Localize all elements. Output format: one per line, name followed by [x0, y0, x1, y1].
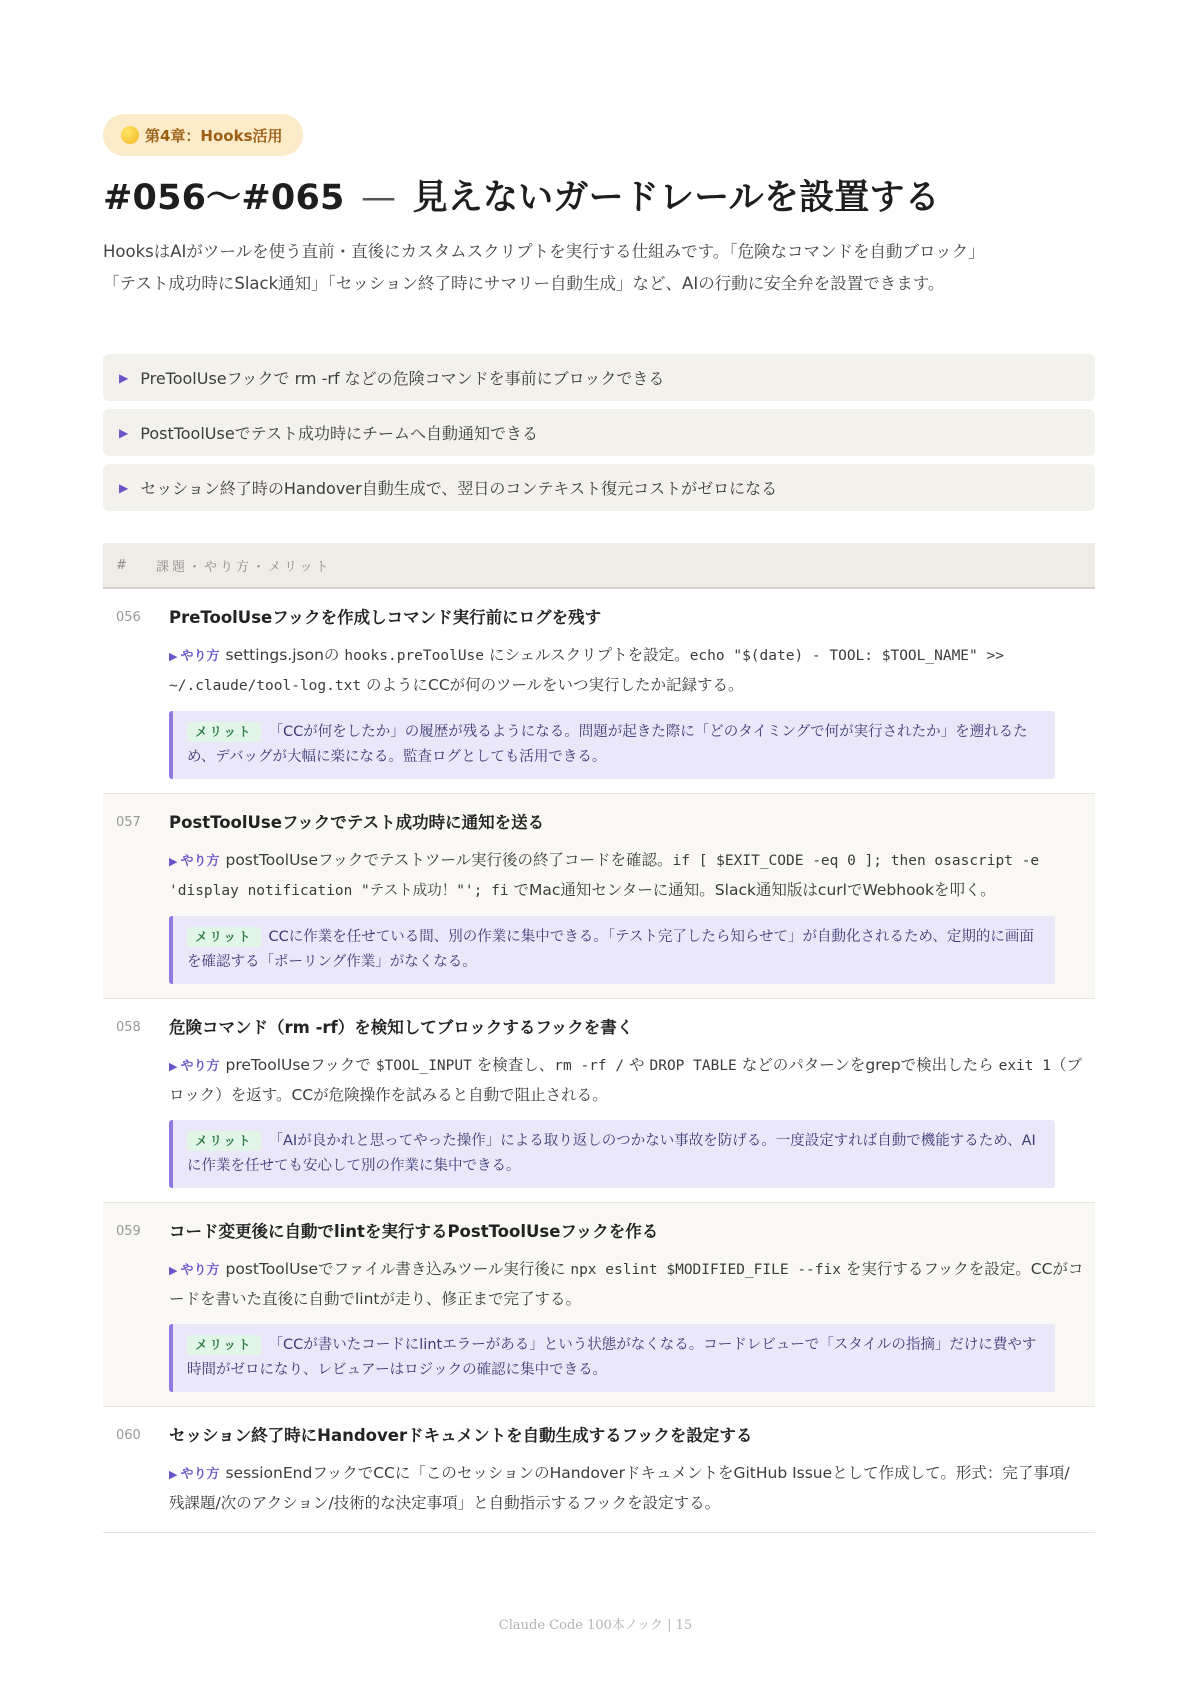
triangle-right-icon: ▶ [169, 650, 178, 663]
howto-segment: を検査し、 [471, 1056, 555, 1074]
triangle-right-icon: ▶ [169, 1468, 178, 1481]
howto-label-text: やり方 [180, 854, 220, 869]
row-body [169, 589, 1085, 793]
chapter-badge [103, 114, 303, 156]
merit-tag: メリット [187, 1131, 261, 1151]
merit-text: 「CCが何をしたか」の履歴が残るようになる。問題が起きた際に「どのタイミングで何が実行されたか」を遡れるため、デバッグが大幅に楽になる。監査ログとしても活用できる。 [187, 724, 1028, 765]
howto-label [169, 1263, 219, 1278]
row-body [169, 1203, 1085, 1406]
title-main: #056〜#065 [103, 178, 345, 218]
code-snippet: exit 1 [998, 1058, 1051, 1074]
howto-label [169, 1467, 219, 1482]
triangle-right-icon: ▶ [169, 1060, 178, 1073]
row-number: 059 [116, 1224, 141, 1239]
howto-text [169, 1255, 1085, 1314]
code-snippet: if [ $EXIT_CODE -eq 0 ]; then osascript -e 'display notification "テスト成功！"'; fi [169, 853, 1040, 899]
table-row [103, 1203, 1095, 1407]
howto-label-text: やり方 [180, 649, 220, 664]
row-title: コード変更後に自動でlintを実行するPostToolUseフックを作る [169, 1222, 659, 1241]
triangle-right-icon: ▶ [119, 425, 129, 440]
merit-box [169, 1120, 1055, 1188]
howto-text [169, 641, 1085, 701]
summary-bullet-text: PreToolUseフックで rm -rf などの危険コマンドを事前にブロックできる [140, 369, 665, 388]
row-title: PostToolUseフックでテスト成功時に通知を送る [169, 813, 545, 832]
row-body [169, 794, 1085, 998]
merit-text: 「AIが良かれと思ってやった操作」による取り返しのつかない事故を防げる。一度設定すれば自動で機能するため、AIに作業を任せても安心して別の作業に集中できる。 [187, 1133, 1036, 1174]
howto-text [169, 846, 1085, 906]
summary-bullet-text: セッション終了時のHandover自動生成で、翌日のコンテキスト復元コストがゼロになる [140, 479, 778, 498]
row-title: PreToolUseフックを作成しコマンド実行前にログを残す [169, 608, 602, 627]
howto-segment: （ブロック）を返す。CCが危険操作を試みると自動で阻止される。 [169, 1056, 1082, 1104]
row-body [169, 1407, 1085, 1532]
title-sub: 見えないガードレールを設置する [412, 178, 940, 218]
knock-table [103, 543, 1095, 1533]
howto-label [169, 649, 219, 664]
merit-text: 「CCが書いたコードにlintエラーがある」という状態がなくなる。コードレビューで「スタイルの指摘」だけに費やす時間がゼロになり、レビュアーはロジックの確認に集中できる。 [187, 1337, 1037, 1378]
code-snippet: $TOOL_INPUT [375, 1058, 472, 1074]
summary-bullet [103, 354, 1095, 401]
howto-segment: preToolUseフックで [225, 1056, 376, 1074]
row-number: 058 [116, 1020, 141, 1035]
summary-bullet [103, 464, 1095, 511]
chapter-badge-label: 第4章：Hooks活用 [145, 126, 283, 145]
howto-text [169, 1459, 1085, 1518]
page-title [103, 170, 940, 220]
howto-segment: のようにCCが何のツールをいつ実行したか記録する。 [361, 676, 744, 694]
howto-label [169, 1059, 219, 1074]
howto-segment: にシェルスクリプトを設定。 [484, 646, 690, 664]
merit-text: CCに作業を任せている間、別の作業に集中できる。「テスト完了したら知らせて」が自動化されるため、定期的に画面を確認する「ポーリング作業」がなくなる。 [187, 929, 1034, 970]
howto-label [169, 854, 219, 869]
yellow-circle-icon [121, 126, 139, 144]
merit-tag: メリット [187, 1335, 261, 1355]
table-row [103, 794, 1095, 999]
code-snippet: echo "$(date) - TOOL: $TOOL_NAME" >> ~/.claude/tool-log.txt [169, 648, 1004, 694]
code-snippet: npx eslint $MODIFIED_FILE --fix [570, 1262, 841, 1278]
row-body [169, 999, 1085, 1202]
howto-label-text: やり方 [180, 1263, 220, 1278]
howto-segment: を実行するフックを設定。CCがコードを書いた直後に自動でlintが走り、修正まで完了する。 [169, 1260, 1084, 1308]
triangle-right-icon: ▶ [169, 1264, 178, 1277]
howto-segment: や [624, 1056, 650, 1074]
title-separator: — [360, 178, 397, 218]
code-snippet: hooks.preToolUse [344, 648, 485, 664]
triangle-right-icon: ▶ [119, 370, 129, 385]
howto-text [169, 1051, 1085, 1110]
table-row [103, 999, 1095, 1203]
table-row [103, 1407, 1095, 1533]
table-row [103, 589, 1095, 794]
howto-segment: などのパターンをgrepで検出したら [736, 1056, 999, 1074]
merit-box [169, 916, 1055, 984]
howto-label-text: やり方 [180, 1059, 220, 1074]
summary-bullet [103, 409, 1095, 456]
code-snippet: rm -rf / [554, 1058, 625, 1074]
howto-label-text: やり方 [180, 1467, 220, 1482]
intro-paragraph: HooksはAIがツールを使う直前・直後にカスタムスクリプトを実行する仕組みです。「危険なコマンドを自動ブロック」「テスト成功時にSlack通知」「セッション終了時にサマリー自動生成」など、AIの行動に安全弁を設置できます。 [103, 242, 985, 293]
triangle-right-icon: ▶ [119, 480, 129, 495]
merit-tag: メリット [187, 722, 261, 742]
page-footer: Claude Code 100本ノック | 15 [498, 1618, 693, 1633]
row-number: 056 [116, 610, 141, 625]
header-number: # [116, 557, 130, 573]
summary-bullets [103, 354, 1095, 519]
howto-segment: postToolUseでファイル書き込みツール実行後に [225, 1260, 571, 1278]
howto-segment: postToolUseフックでテストツール実行後の終了コードを確認。 [225, 851, 673, 869]
row-title: 危険コマンド（rm -rf）を検知してブロックするフックを書く [169, 1018, 634, 1037]
table-rows [103, 589, 1095, 1533]
merit-box [169, 1324, 1055, 1392]
summary-bullet-text: PostToolUseでテスト成功時にチームへ自動通知できる [140, 424, 539, 443]
howto-segment: でMac通知センターに通知。Slack通知版はcurlでWebhookを叩く。 [508, 881, 996, 899]
table-header [103, 543, 1095, 589]
howto-segment: settings.jsonの [225, 646, 345, 664]
row-number: 057 [116, 815, 141, 830]
header-content: 課題・やり方・メリット [156, 559, 332, 575]
merit-tag: メリット [187, 927, 261, 947]
howto-segment: sessionEndフックでCCに「このセッションのHandoverドキュメントをGitHub Issueとして作成して。形式：完了事項/残課題/次のアクション/技術的な決定事項」と自動指示するフックを設定する。 [169, 1464, 1070, 1512]
row-title: セッション終了時にHandoverドキュメントを自動生成するフックを設定する [169, 1426, 753, 1445]
merit-box [169, 711, 1055, 779]
triangle-right-icon: ▶ [169, 855, 178, 868]
code-snippet: DROP TABLE [649, 1058, 737, 1074]
row-number: 060 [116, 1428, 141, 1443]
